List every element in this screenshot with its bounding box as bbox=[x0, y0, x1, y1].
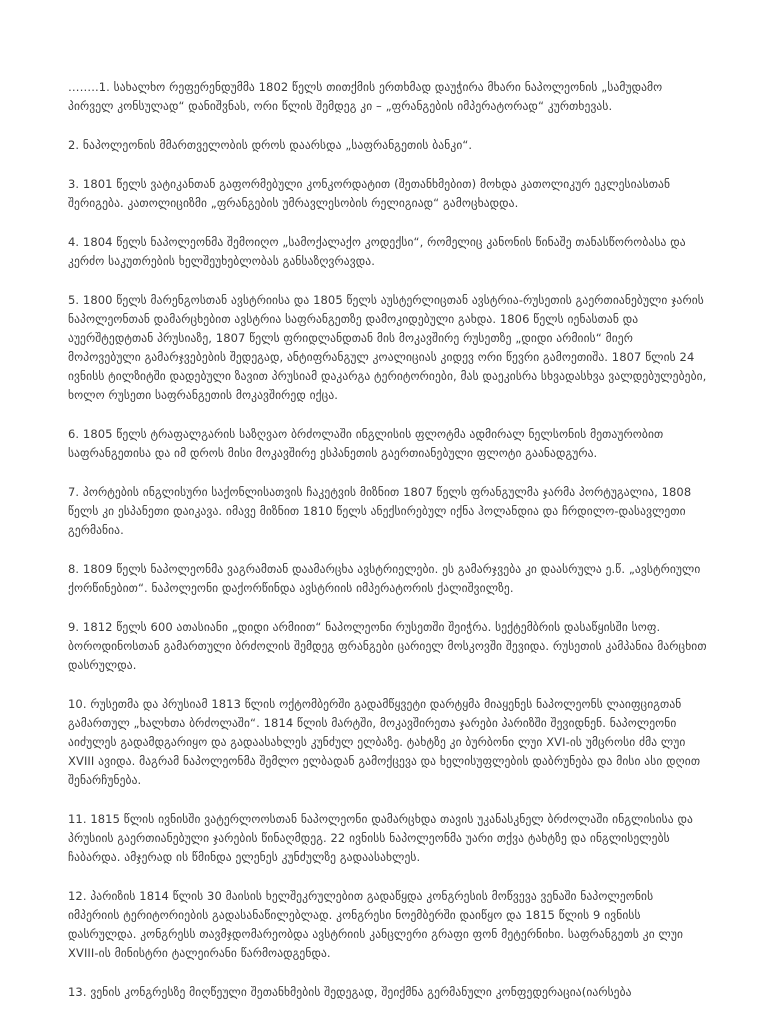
paragraph-10: 10. რუსეთმა და პრუსიამ 1813 წლის ოქტომბერში გადამწყვეტი დარტყმა მიაყენეს ნაპოლეონს ლაიფციგთან გამართულ „ხალხთა ბრძოლაში“. 1814 წლის მარტში, მოკავშირეთა ჯარები პარიზში შევიდნენ. ნაპოლეონი აიძულეს გადამდგარიყო და გადაასახლეს კუნძულ ელბაზე. ტახტზე კი ბურბონი ლუი XVI-ის უმცროსი ძმა ლუი XVIII ავიდა. მაგრამ ნაპოლეონმა შემლო ელბადან გამოქცევა და ხელისუფლების დაბრუნება და მისი ასი დღით შენარჩუნება. bbox=[68, 697, 704, 787]
paragraph-12: 12. პარიზის 1814 წლის 30 მაისის ხელშეკრულებით გადაწყდა კონგრესის მოწვევა ვენაში ნაპოლეონის იმპერიის ტერიტორიების გადასანაწილებლად. კონგრესი ნოემბერში დაიწყო და 1815 წლის 9 ივნისს დასრულდა. კონგრესს თავმჯდომარეობდა ავსტრიის კანცლერი გრაფი ფონ მეტერნიხი. საფრანგეთს კი ლუი XVIII-ის მინისტრი ტალეირანი წარმოადგენდა. bbox=[68, 889, 687, 960]
paragraph-6: 6. 1805 წელს ტრაფალგარის საზღვაო ბრძოლაში ინგლისის ფლოტმა ადმირალ ნელსონის მეთაურობით საფრანგეთისა და იმ დროს მისი მოკავშირე ესპანეთის გაერთიანებული ფლოტი გაანადგურა. bbox=[68, 427, 668, 460]
paragraph-13: 13. ვენის კონგრესზე მიღწეული შეთანხმების შედეგად, შეიქმნა გერმანული კონფედერაცია(იარსება bbox=[68, 985, 632, 999]
paragraph-8: 8. 1809 წელს ნაპოლეონმა ვაგრამთან დაამარცხა ავსტრიელები. ეს გამარჯვება კი დაასრულა ე.წ. „ავსტრიული ქორწინებით“. ნაპოლეონი დაქორწინდა ავსტრიის იმპერატორის ქალიშვილზე. bbox=[68, 562, 705, 595]
paragraph-2: 2. ნაპოლეონის მმართველობის დროს დაარსდა „საფრანგეთის ბანკი“. bbox=[68, 138, 473, 152]
paragraph-5: 5. 1800 წელს მარენგოსთან ავსტრიისა და 1805 წელს აუსტერლიცთან ავსტრია-რუსეთის გაერთიანებული ჯარის ნაპოლეონთან დამარცხებით ავსტრია საფრანგეთზე დამოკიდებული გახდა. 1806 წელს იენასთან და აუერშტედტთან პრუსიაზე, 1807 წელს ფრიდლანდთან მის მოკავშირე რუსეთზე „დიდი არმიის“ მიერ მოპოვებული გამარჯვებების შედეგად, ანტიფრანგულ კოალიციას კიდევ ორი წევრი გამოეთიშა. 1807 წლის 24 ივნისს ტილზიტში დადებული ზავით პრუსიამ დაკარგა ტერიტორიები, მას დაეკისრა სხვადასხვა ვალდებულებები, ხოლო რუსეთი საფრანგეთის მოკავშირედ იქცა. bbox=[68, 293, 711, 402]
paragraph-11: 11. 1815 წლის ივნისში ვატერლოოსთან ნაპოლეონი დამარცხდა თავის უკანასკნელ ბრძოლაში ინგლისისა და პრუსიის გაერთიანებული ჯარების წინაღმდეგ. 22 ივნისს ნაპოლეონმა უარი თქვა ტახტზე და ინგლისელებს ჩაბარდა. ამჯერად ის წმინდა ელენეს კუნძულზე გადაასახლეს. bbox=[68, 812, 697, 864]
paragraph-9: 9. 1812 წელს 600 ათასიანი „დიდი არმიით“ ნაპოლეონი რუსეთში შეიჭრა. სექტემბრის დასაწყისში სოფ. ბოროდინოსთან გამართული ბრძოლის შემდეგ ფრანგები ცარიელ მოსკოვში შევიდა. რუსეთის კამპანია მარცხით დასრულდა. bbox=[68, 620, 711, 672]
paragraph-7: 7. პორტების ინგლისური საქონლისათვის ჩაკეტვის მიზნით 1807 წელს ფრანგულმა ჯარმა პორტუგალია, 1808 წელს კი ესპანეთი დაიკავა. იმავე მიზნით 1810 წელს ანექსირებულ იქნა ჰოლანდია და ჩრდილო-დასავლეთი გერმანია. bbox=[68, 485, 696, 537]
paragraph-4: 4. 1804 წელს ნაპოლეონმა შემოიღო „სამოქალაქო კოდექსი“, რომელიც კანონის წინაშე თანასწორობასა და კერძო საკუთრების ხელშეუხებლობას განსაზღვრავდა. bbox=[68, 235, 690, 268]
paragraph-3: 3. 1801 წელს ვატიკანთან გაფორმებული კონკორდატით (შეთანხმებით) მოხდა კათოლიკურ ეკლესიასთან შერიგება. კათოლიციზმი „ფრანგების უმრავლესობის რელიგიად“ გამოცხადდა. bbox=[68, 177, 674, 210]
paragraph-1: ……..1. სახალხო რეფერენდუმმა 1802 წელს თითქმის ერთხმად დაუჭირა მხარი ნაპოლეონის „სამუდამო პირველ კონსულად“ დანიშვნას, ორი წლის შემდეგ კი – „ფრანგების იმპერატორად“ კურთხევას. bbox=[68, 80, 667, 113]
